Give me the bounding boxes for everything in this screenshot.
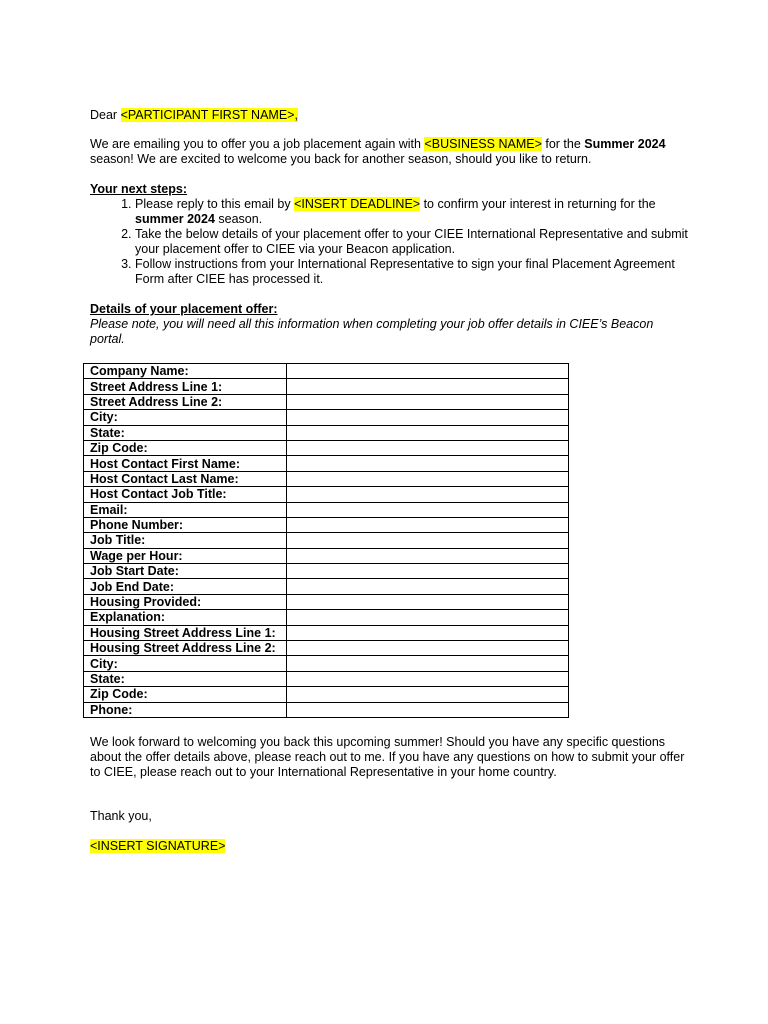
field-label: Street Address Line 1: bbox=[84, 379, 287, 394]
intro-season: Summer 2024 bbox=[584, 137, 666, 151]
step1-text-2: to confirm your interest in returning for the bbox=[420, 197, 656, 211]
table-row bbox=[84, 410, 569, 425]
table-row bbox=[84, 564, 569, 579]
field-value-cell[interactable] bbox=[287, 425, 569, 440]
step-item-3: 3. Follow instructions from your International Representative to sign your final Placement Agreement Form after CIEE has processed it. bbox=[135, 257, 690, 287]
step-item-1 bbox=[135, 197, 690, 227]
field-label: Job Title: bbox=[84, 533, 287, 548]
deadline-placeholder: <INSERT DEADLINE> bbox=[294, 197, 421, 211]
field-value-cell[interactable] bbox=[287, 594, 569, 609]
intro-text-1: We are emailing you to offer you a job placement again with bbox=[90, 137, 425, 151]
participant-name-placeholder: <PARTICIPANT FIRST NAME>, bbox=[120, 108, 298, 122]
table-row bbox=[84, 364, 569, 379]
table-row bbox=[84, 625, 569, 640]
step1-season: summer 2024 bbox=[135, 212, 215, 226]
table-row bbox=[84, 656, 569, 671]
field-value-cell[interactable] bbox=[287, 440, 569, 455]
signature-placeholder: <INSERT SIGNATURE> bbox=[90, 838, 226, 853]
field-label: Zip Code: bbox=[84, 687, 287, 702]
field-label: City: bbox=[84, 656, 287, 671]
step-item-2: 2. Take the below details of your placement offer to your CIEE International Representative and submit your placement offer to CIEE via your Beacon application. bbox=[135, 227, 690, 257]
salutation-prefix: Dear bbox=[90, 108, 121, 122]
details-note: Please note, you will need all this information when completing your job offer details in CIEE’s Beacon portal. bbox=[90, 317, 654, 346]
field-value-cell[interactable] bbox=[287, 487, 569, 502]
table-row bbox=[84, 641, 569, 656]
table-row bbox=[84, 594, 569, 609]
field-label: Company Name: bbox=[84, 364, 287, 379]
table-row bbox=[84, 548, 569, 563]
table-row bbox=[84, 487, 569, 502]
steps-list bbox=[90, 197, 690, 287]
field-value-cell[interactable] bbox=[287, 625, 569, 640]
field-label: Wage per Hour: bbox=[84, 548, 287, 563]
field-label: Housing Street Address Line 1: bbox=[84, 625, 287, 640]
field-value-cell[interactable] bbox=[287, 471, 569, 486]
field-value-cell[interactable] bbox=[287, 641, 569, 656]
field-value-cell[interactable] bbox=[287, 379, 569, 394]
step1-text-3: season. bbox=[214, 212, 263, 226]
salutation bbox=[90, 108, 690, 123]
table-row bbox=[84, 425, 569, 440]
field-value-cell[interactable] bbox=[287, 394, 569, 409]
field-value-cell[interactable] bbox=[287, 533, 569, 548]
field-label: Zip Code: bbox=[84, 440, 287, 455]
field-value-cell[interactable] bbox=[287, 456, 569, 471]
field-label: Email: bbox=[84, 502, 287, 517]
field-label: Job End Date: bbox=[84, 579, 287, 594]
business-name-placeholder: <BUSINESS NAME> bbox=[424, 137, 542, 151]
field-value-cell[interactable] bbox=[287, 364, 569, 379]
field-value-cell[interactable] bbox=[287, 548, 569, 563]
table-row bbox=[84, 702, 569, 717]
table-row bbox=[84, 517, 569, 532]
table-row bbox=[84, 610, 569, 625]
table-row bbox=[84, 471, 569, 486]
table-row bbox=[84, 687, 569, 702]
field-value-cell[interactable] bbox=[287, 610, 569, 625]
letter-body bbox=[90, 108, 690, 854]
signature-line bbox=[90, 839, 690, 854]
intro-text-2: for the bbox=[541, 137, 585, 151]
intro-paragraph bbox=[90, 137, 690, 167]
steps-heading: Your next steps: bbox=[90, 182, 188, 196]
table-row bbox=[84, 533, 569, 548]
field-value-cell[interactable] bbox=[287, 502, 569, 517]
placement-details-table bbox=[83, 363, 569, 718]
details-heading: Details of your placement offer: bbox=[90, 302, 278, 316]
field-value-cell[interactable] bbox=[287, 702, 569, 717]
field-value-cell[interactable] bbox=[287, 579, 569, 594]
table-row bbox=[84, 456, 569, 471]
field-label: Explanation: bbox=[84, 610, 287, 625]
field-label: Phone Number: bbox=[84, 517, 287, 532]
field-label: Job Start Date: bbox=[84, 564, 287, 579]
field-value-cell[interactable] bbox=[287, 564, 569, 579]
field-value-cell[interactable] bbox=[287, 671, 569, 686]
field-label: Housing Street Address Line 2: bbox=[84, 641, 287, 656]
thank-you: Thank you, bbox=[90, 808, 152, 823]
field-value-cell[interactable] bbox=[287, 656, 569, 671]
table-row bbox=[84, 440, 569, 455]
field-value-cell[interactable] bbox=[287, 517, 569, 532]
table-row bbox=[84, 502, 569, 517]
field-label: Phone: bbox=[84, 702, 287, 717]
field-label: Housing Provided: bbox=[84, 594, 287, 609]
closing-paragraph: We look forward to welcoming you back this upcoming summer! Should you have any specific questions about the offer details above, please reach out to me. If you have any questions on how to submit your offer to CIEE, please reach out to your International Representative in your home country. bbox=[90, 734, 685, 779]
field-value-cell[interactable] bbox=[287, 687, 569, 702]
field-label: State: bbox=[84, 425, 287, 440]
field-label: Host Contact Job Title: bbox=[84, 487, 287, 502]
field-label: State: bbox=[84, 671, 287, 686]
field-label: Host Contact Last Name: bbox=[84, 471, 287, 486]
step1-text-1: Please reply to this email by bbox=[135, 197, 295, 211]
field-label: Host Contact First Name: bbox=[84, 456, 287, 471]
table-row bbox=[84, 671, 569, 686]
field-label: Street Address Line 2: bbox=[84, 394, 287, 409]
table-row bbox=[84, 579, 569, 594]
intro-text-3: season! We are excited to welcome you back for another season, should you like to return. bbox=[90, 152, 592, 166]
table-row bbox=[84, 394, 569, 409]
table-row bbox=[84, 379, 569, 394]
field-value-cell[interactable] bbox=[287, 410, 569, 425]
field-label: City: bbox=[84, 410, 287, 425]
